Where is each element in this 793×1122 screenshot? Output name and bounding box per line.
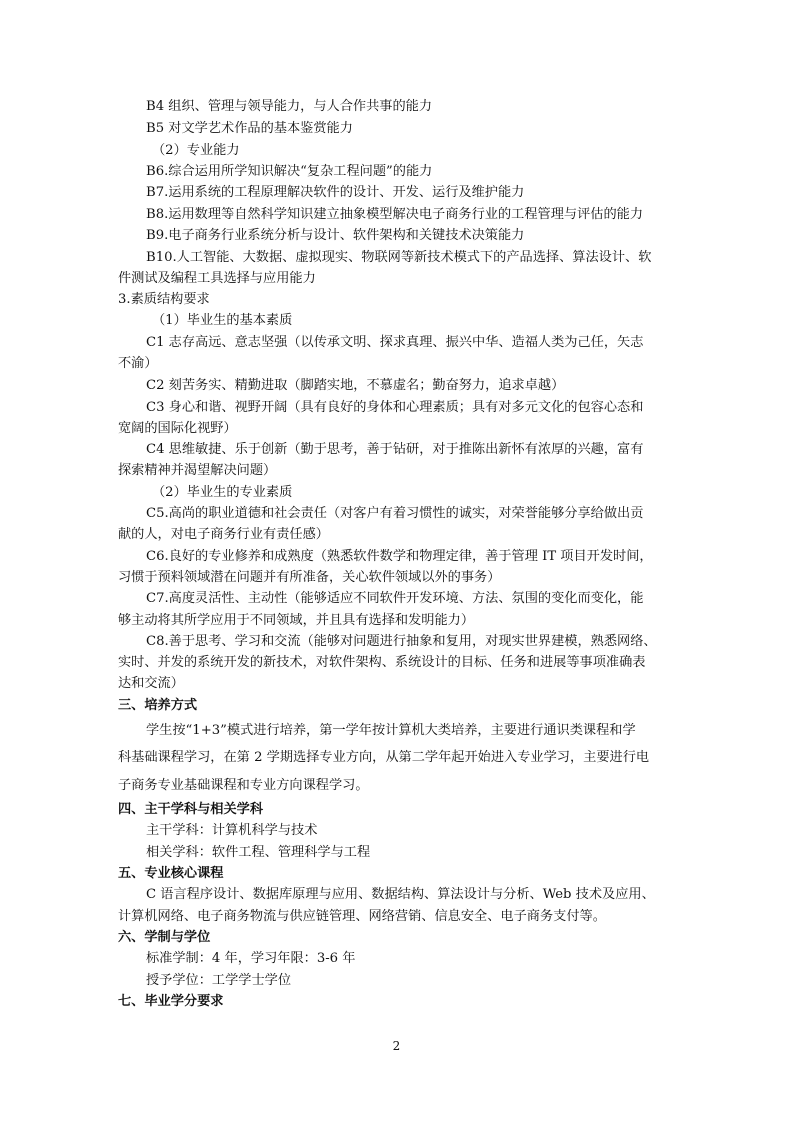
ability-b4: B4 组织、管理与领导能力，与人合作共事的能力 [146, 99, 433, 114]
quality-c4-line2: 探索精神并渴望解决问题） [118, 463, 277, 478]
ability-b9: B9.电子商务行业系统分析与设计、软件架构和关键技术决策能力 [146, 228, 525, 243]
quality-c7-line1: C7.高度灵活性、主动性（能够适应不同软件开发环境、方法、氛围的变化而变化，能 [146, 591, 644, 606]
subheading-professional-ability: （2）专业能力 [152, 143, 240, 158]
quality-c6-line2: 习惯于预料领域潜在问题并有所准备，关心软件领域以外的事务） [118, 570, 501, 585]
ability-b10-line1: B10.人工智能、大数据、虚拟现实、物联网等新技术模式下的产品选择、算法设计、软 [146, 250, 652, 265]
ability-b6: B6.综合运用所学知识解决“复杂工程问题”的能力 [146, 164, 433, 179]
quality-c6-line1: C6.良好的专业修养和成熟度（熟悉软件数学和物理定律，善于管理 IT 项目开发时间， [146, 549, 653, 564]
quality-c1-line1: C1 志存高远、意志坚强（以传承文明、探求真理、振兴中华、造福人类为己任，矢志 [146, 335, 644, 350]
ability-b7: B7.运用系统的工程原理解决软件的设计、开发、运行及维护能力 [146, 185, 525, 200]
ability-b5: B5 对文学艺术作品的基本鉴赏能力 [146, 121, 353, 136]
quality-c5-line1: C5.高尚的职业道德和社会责任（对客户有着习惯性的诚实，对荣誉能够分享给做出贡 [146, 506, 644, 521]
quality-c5-line2: 献的人，对电子商务行业有责任感） [118, 527, 329, 542]
quality-c2: C2 刻苦务实、精勤进取（脚踏实地，不慕虚名；勤奋努力，追求卓越） [146, 378, 565, 393]
heading-training-mode: 三、培养方式 [118, 698, 198, 713]
quality-c3-line2: 宽阔的国际化视野） [118, 421, 237, 436]
related-discipline: 相关学科：软件工程、管理科学与工程 [146, 845, 371, 860]
quality-c8-line1: C8.善于思考、学习和交流（能够对问题进行抽象和复用，对现实世界建模，熟悉网络、 [146, 634, 657, 649]
subheading-professional-quality: （2）毕业生的专业素质 [152, 485, 293, 500]
training-para-line3: 子商务专业基础课程和专业方向课程学习。 [118, 778, 369, 793]
core-courses-line2: 计算机网络、电子商务物流与供应链管理、网络营销、信息安全、电子商务支付等。 [118, 909, 606, 924]
core-courses-line1: C 语言程序设计、数据库原理与应用、数据结构、算法设计与分析、Web 技术及应用、 [146, 887, 655, 902]
subheading-basic-quality: （1）毕业生的基本素质 [152, 313, 293, 328]
main-discipline: 主干学科：计算机科学与技术 [146, 823, 318, 838]
ability-b10-line2: 件测试及编程工具选择与应用能力 [118, 271, 316, 286]
quality-c8-line3: 达和交流） [118, 676, 184, 691]
training-para-line1: 学生按“1+3”模式进行培养，第一学年按计算机大类培养，主要进行通识类课程和学 [146, 723, 636, 738]
quality-c1-line2: 不渝） [118, 356, 158, 371]
schooling-duration: 标准学制：4 年，学习年限：3-6 年 [146, 951, 356, 966]
ability-b8: B8.运用数理等自然科学知识建立抽象模型解决电子商务行业的工程管理与评估的能力 [146, 207, 644, 222]
degree-awarded: 授予学位：工学学士学位 [146, 973, 292, 988]
section-quality-requirements: 3.素质结构要求 [118, 292, 210, 307]
quality-c4-line1: C4 思维敏捷、乐于创新（勤于思考，善于钻研，对于推陈出新怀有浓厚的兴趣，富有 [146, 442, 644, 457]
page-number: 2 [392, 1039, 401, 1053]
training-para-line2: 科基础课程学习，在第 2 学期选择专业方向，从第二学年起开始进入专业学习，主要进行电 [118, 750, 650, 765]
quality-c8-line2: 实时、并发的系统开发的新技术，对软件架构、系统设计的目标、任务和进展等事项准确表 [118, 655, 646, 670]
quality-c3-line1: C3 身心和谐、视野开阔（具有良好的身体和心理素质；具有对多元文化的包容心态和 [146, 400, 644, 415]
heading-core-courses: 五、专业核心课程 [118, 866, 224, 881]
heading-schooling-degree: 六、学制与学位 [118, 930, 211, 945]
heading-credit-requirements: 七、毕业学分要求 [118, 994, 224, 1009]
heading-disciplines: 四、主干学科与相关学科 [118, 802, 264, 817]
quality-c7-line2: 够主动将其所学应用于不同领域，并且具有选择和发明能力） [118, 613, 475, 628]
